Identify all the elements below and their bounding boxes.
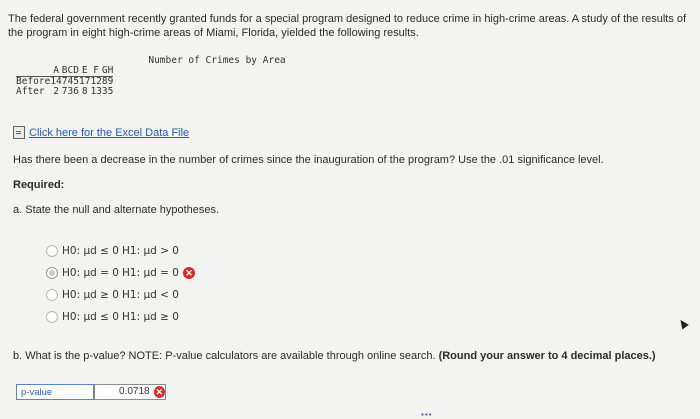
excel-link-label: Click here for the Excel Data File (29, 126, 190, 139)
x-mark-icon: ✕ (155, 387, 164, 397)
table-cell: 4 (67, 76, 74, 87)
null-hypothesis: H0: μd ≥ 0 (62, 289, 119, 301)
column-header: H (107, 65, 114, 76)
crimes-grid (16, 66, 113, 97)
table-cell: 5 (107, 86, 114, 97)
required-heading: Required: (13, 179, 65, 191)
alternate-hypothesis: H1: μd < 0 (122, 289, 179, 301)
table-cell: 17 (78, 76, 91, 87)
column-header: B (61, 65, 68, 76)
hypothesis-option[interactable] (46, 306, 195, 328)
column-header: D (73, 65, 79, 76)
table-header-row (16, 66, 113, 77)
table-cell: 3 (67, 86, 74, 97)
radio-button-selected[interactable] (46, 267, 58, 279)
null-hypothesis: H0: μd ≤ 0 (62, 245, 119, 257)
pvalue-input[interactable] (94, 384, 166, 400)
hypothesis-option[interactable] (46, 284, 195, 306)
table-row (16, 87, 113, 97)
table-cell: 12 (90, 76, 102, 87)
table-cell: 14 (50, 76, 62, 87)
question-text: Has there been a decrease in the number of crimes since the inauguration of the program? Use the .01 significance level. (13, 154, 604, 166)
hypotheses-options (46, 240, 195, 328)
pvalue-answer-row (16, 384, 166, 400)
alternate-hypothesis: H1: μd = 0 (122, 267, 179, 279)
hypothesis-option[interactable] (46, 262, 195, 284)
table-cell: 2 (53, 86, 59, 97)
table-cell: 3 (101, 86, 108, 97)
row-label: Before (16, 76, 51, 87)
part-a-prompt: a. State the null and alternate hypotheses. (13, 204, 220, 216)
radio-button[interactable] (46, 245, 58, 257)
part-b-text: b. What is the p-value? NOTE: P-value calculators are available through online search. (13, 350, 436, 362)
column-header: F (90, 66, 101, 77)
radio-button[interactable] (46, 311, 58, 323)
alternate-hypothesis: H1: μd > 0 (122, 245, 179, 257)
x-mark-icon: ✕ (183, 267, 195, 279)
problem-intro: The federal government recently granted funds for a special program designed to reduce crime in high-crime areas. A study of the results of the program in eight high-crime areas of Miami, Florida, yielded the following results. (8, 13, 687, 39)
table-cell: 13 (90, 86, 102, 97)
pvalue-value: 0.0718 (119, 386, 150, 397)
null-hypothesis: H0: μd ≤ 0 (62, 311, 119, 323)
alternate-hypothesis: H1: μd ≥ 0 (122, 311, 179, 323)
table-cell: 6 (73, 86, 79, 97)
table-cell: 7 (61, 86, 68, 97)
table-corner (16, 66, 50, 77)
part-b-prompt (13, 350, 656, 362)
table-cell: 5 (73, 76, 79, 87)
excel-data-link[interactable] (13, 126, 189, 139)
column-header: C (67, 65, 74, 76)
column-header: E (79, 66, 90, 77)
part-b-rounding-note: (Round your answer to 4 decimal places.) (438, 350, 656, 362)
hypothesis-option[interactable] (46, 240, 195, 262)
pagination-dots: ▪▪▪ (421, 410, 433, 419)
column-header: A (50, 66, 61, 77)
table-cell: 7 (61, 76, 68, 87)
table-cell: 9 (107, 76, 114, 87)
row-label: After (16, 86, 45, 97)
null-hypothesis: H0: μd = 0 (62, 267, 119, 279)
file-icon (13, 126, 25, 139)
table-cell: 8 (81, 86, 88, 97)
table-caption: Number of Crimes by Area (148, 55, 286, 66)
mouse-cursor-icon (677, 318, 689, 330)
table-cell: 8 (101, 76, 108, 87)
column-header: G (101, 65, 108, 76)
pvalue-label: p-value (16, 384, 94, 400)
radio-button[interactable] (46, 289, 58, 301)
